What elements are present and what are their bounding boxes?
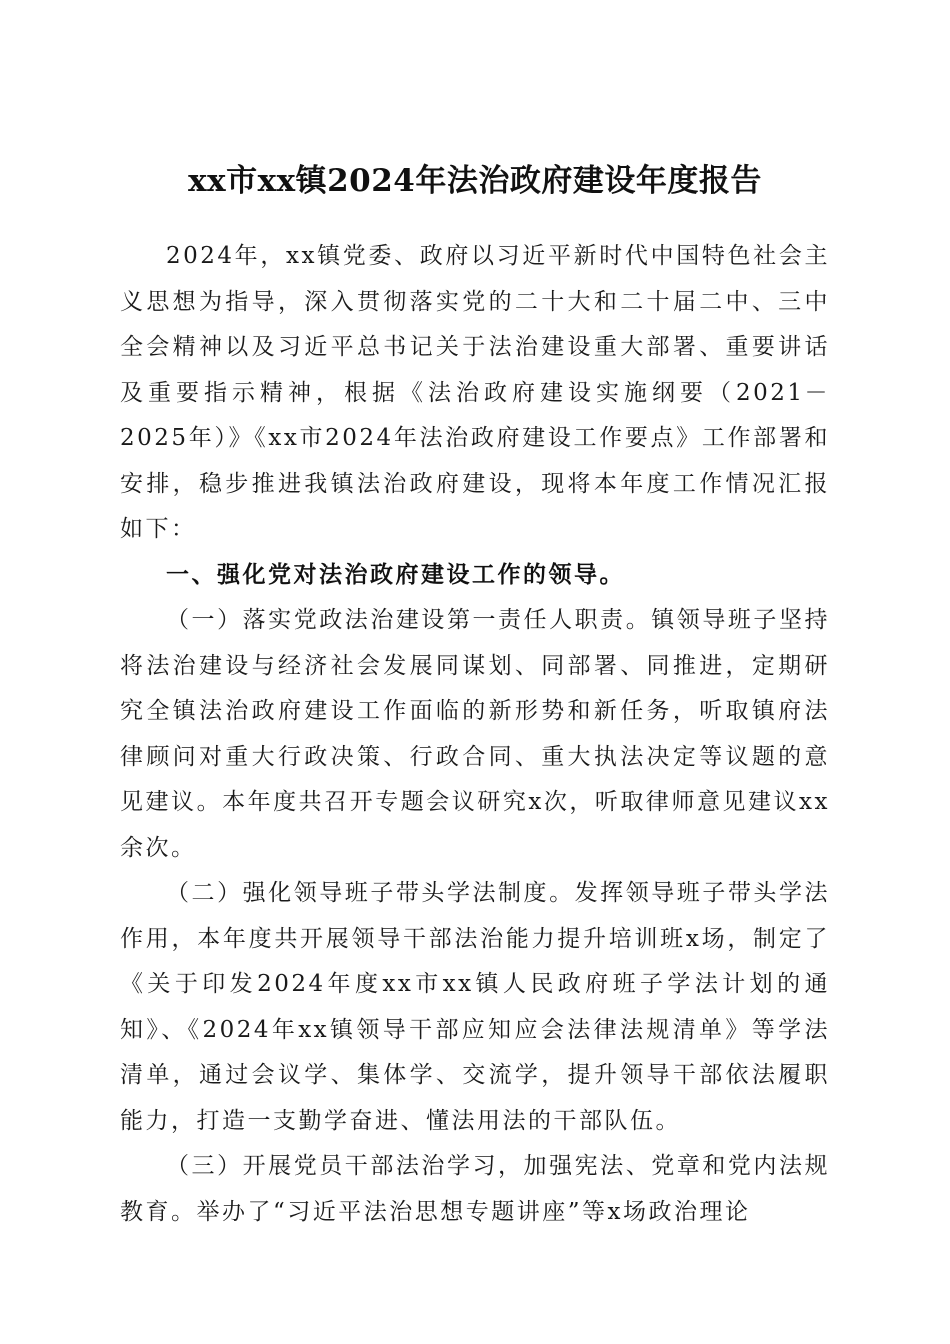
paragraph-item-1: （一）落实党政法治建设第一责任人职责。镇领导班子坚持将法治建设与经济社会发展同谋划、同部署、同推进，定期研究全镇法治政府建设工作面临的新形势和新任务，听取镇府法律顾问对重大行政决策、行政合同、重大执法决定等议题的意见建议。本年度共召开专题会议研究x次，听取律师意见建议xx余次。	[120, 607, 830, 861]
paragraph-item-3: （三）开展党员干部法治学习，加强宪法、党章和党内法规教育。举办了“习近平法治思想专题讲座”等x场政治理论	[120, 1153, 830, 1225]
document-body	[120, 234, 830, 1235]
intro-paragraph: 2024年，xx镇党委、政府以习近平新时代中国特色社会主义思想为指导，深入贯彻落实党的二十大和二十届二中、三中全会精神以及习近平总书记关于法治建设重大部署、重要讲话及重要指示精神，根据《法治政府建设实施纲要（2021－2025年）》《xx市2024年法治政府建设工作要点》工作部署和安排，稳步推进我镇法治政府建设，现将本年度工作情况汇报如下：	[120, 243, 830, 542]
paragraph-item-2: （二）强化领导班子带头学法制度。发挥领导班子带头学法作用，本年度共开展领导干部法治能力提升培训班x场，制定了《关于印发2024年度xx市xx镇人民政府班子学法计划的通知》、《2024年xx镇领导干部应知应会法律法规清单》等学法清单，通过会议学、集体学、交流学，提升领导干部依法履职能力，打造一支勤学奋进、懂法用法的干部队伍。	[120, 880, 830, 1134]
document-title: xx市xx镇2024年法治政府建设年度报告	[188, 162, 762, 199]
section-heading-1: 一、强化党对法治政府建设工作的领导。	[166, 561, 625, 588]
